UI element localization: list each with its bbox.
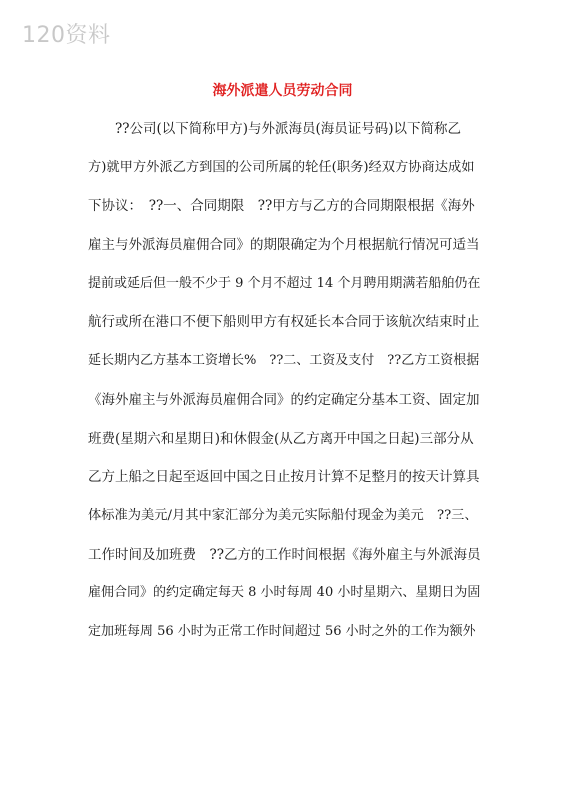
body-line: 延长期内乙方基本工资增长% ??二、工资及支付 ??乙方工资根据: [88, 353, 480, 369]
watermark-logo: 120资料: [22, 23, 111, 48]
document-body: [88, 116, 480, 658]
body-line: 方)就甲方外派乙方到国的公司所属的轮任(职务)经双方协商达成如: [88, 159, 475, 175]
document-title: 海外派遣人员劳动合同: [212, 83, 353, 99]
body-line: 下协议： ??一、合同期限 ??甲方与乙方的合同期限根据《海外: [88, 198, 475, 215]
body-line: 提前或延后但一般不少于 9 个月不超过 14 个月聘用期满若船舶仍在: [88, 275, 480, 291]
body-line: 航行或所在港口不便下船则甲方有权延长本合同于该航次结束时止: [88, 314, 480, 331]
body-line: 工作时间及加班费 ??乙方的工作时间根据《海外雇主与外派海员: [88, 546, 480, 563]
body-line: 体标准为美元/月其中家汇部分为美元实际船付现金为美元 ??三、: [88, 507, 478, 523]
body-line: 乙方上船之日起至返回中国之日止按月计算不足整月的按天计算具: [88, 469, 480, 486]
body-line: 《海外雇主与外派海员雇佣合同》的约定确定分基本工资、固定加: [88, 391, 480, 408]
body-line: 雇主与外派海员雇佣合同》的期限确定为个月根据航行情况可适当: [88, 237, 480, 254]
body-line: 定加班每周 56 小时为正常工作时间超过 56 小时之外的工作为额外: [88, 623, 476, 639]
body-line: 雇佣合同》的约定确定每天 8 小时每周 40 小时星期六、星期日为固: [88, 585, 480, 601]
body-line: 班费(星期六和星期日)和休假金(从乙方离开中国之日起)三部分从: [88, 430, 474, 447]
body-line: ??公司(以下简称甲方)与外派海员(海员证号码)以下简称乙: [88, 121, 462, 137]
